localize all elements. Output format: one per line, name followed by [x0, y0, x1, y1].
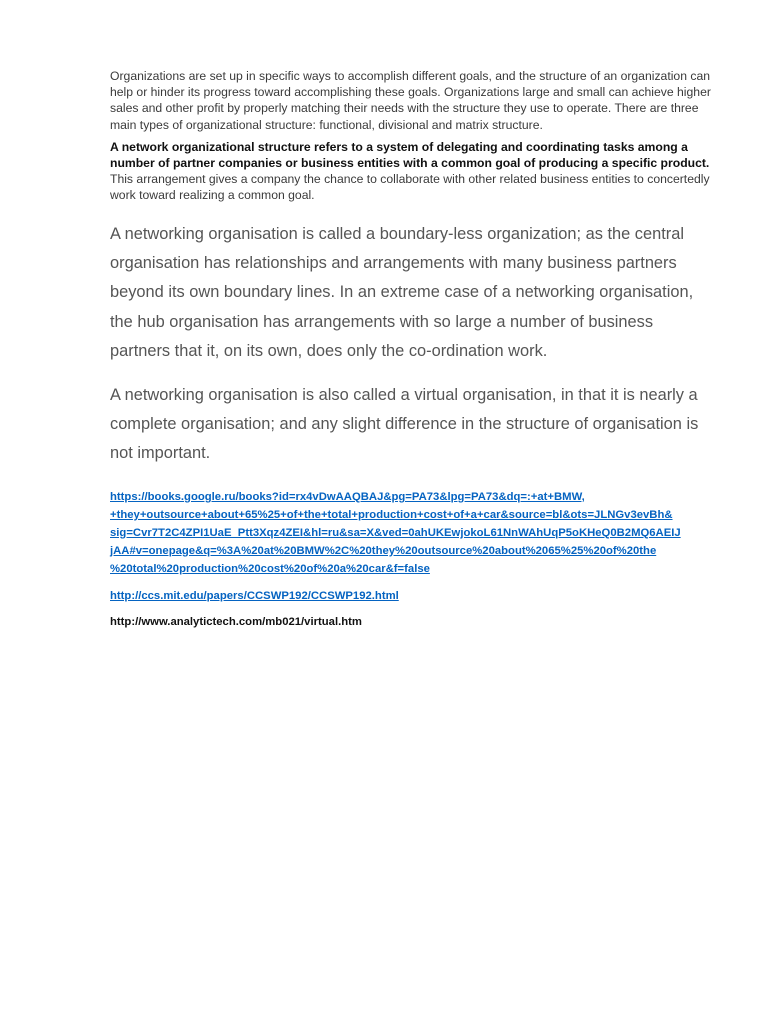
google-books-link-line-4[interactable]: jAA#v=onepage&q=%3A%20at%20BMW%2C%20they%20outsource%20about%2065%25%20of%20the	[110, 544, 657, 557]
document-body	[110, 68, 714, 631]
google-books-link-line-5[interactable]: %20total%20production%20cost%20of%20a%20car&f=false	[110, 562, 430, 575]
boundaryless-paragraph: A networking organisation is called a boundary-less organization; as the central organisation has relationships and arrangements with many business partners beyond its own boundary lines. In an extreme case of a networking organisation, the hub organisation has arrangements with so large a number of business partners that it, on its own, does only the co-ordination work.	[110, 224, 694, 361]
intro-paragraph: Organizations are set up in specific ways to accomplish different goals, and the structure of an organization can help or hinder its progress toward accomplishing these goals. Organizations large and small can achieve higher sales and other profit by properly matching their needs with the structure they use to operate. There are three main types of organizational structure: functional, divisional and matrix structure.	[110, 69, 711, 132]
network-structure-paragraph	[110, 139, 714, 204]
mit-paper-link[interactable]: http://ccs.mit.edu/papers/CCSWP192/CCSWP192.html	[110, 590, 399, 603]
google-books-link-line-1[interactable]: https://books.google.ru/books?id=rx4vDwAAQBAJ&pg=PA73&lpg=PA73&dq=:+at+BMW,	[110, 490, 585, 503]
google-books-link[interactable]	[110, 489, 714, 579]
virtual-organisation-paragraph: A networking organisation is also called a virtual organisation, in that it is nearly a complete organisation; and any slight difference in the structure of organisation is not important.	[110, 385, 699, 463]
google-books-link-line-2[interactable]: +they+outsource+about+65%25+of+the+total+production+cost+of+a+car&source=bl&ots=JLNGv3evBh&	[110, 508, 673, 521]
network-structure-explanation: This arrangement gives a company the chance to collaborate with other related business entities to concertedly work toward realizing a common goal.	[110, 172, 710, 203]
analytictech-url: http://www.analytictech.com/mb021/virtual.htm	[110, 616, 362, 629]
google-books-link-line-3[interactable]: sig=Cvr7T2C4ZPI1UaE_Ptt3Xqz4ZEI&hl=ru&sa=X&ved=0ahUKEwjokoL61NnWAhUqP5oKHeQ0B2MQ6AEIJ	[110, 526, 681, 539]
network-structure-definition: A network organizational structure refers to a system of delegating and coordinating tasks among a number of partner companies or business entities with a common goal of producing a specific product.	[110, 139, 710, 171]
